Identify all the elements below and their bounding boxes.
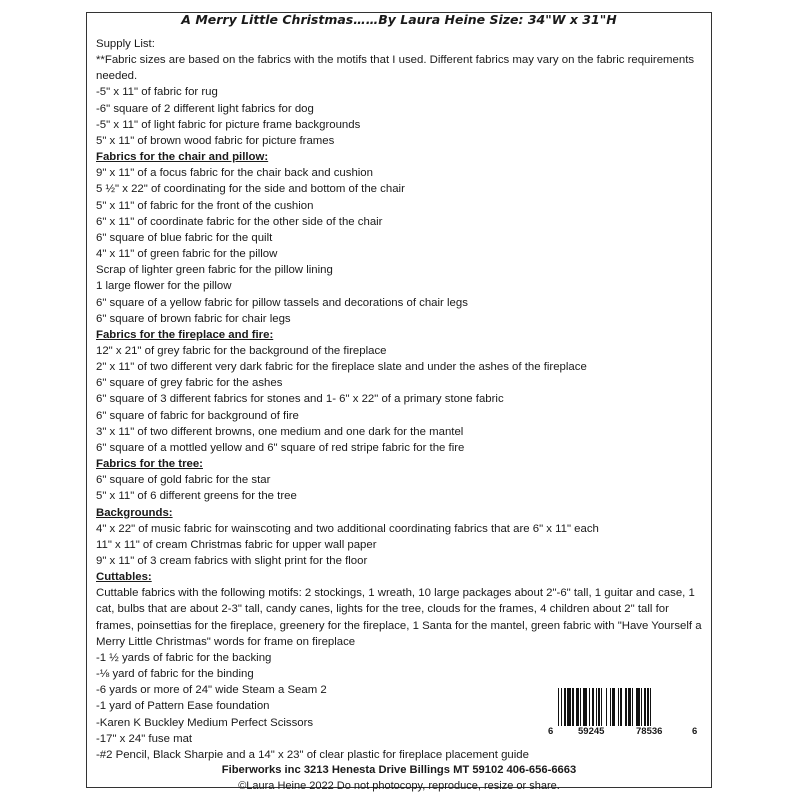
notion-supply-item: -⅛ yard of fabric for the binding bbox=[96, 668, 254, 681]
supply-item: -6" square of 2 different light fabrics for dog bbox=[96, 102, 314, 115]
notion-supply-item: -1 ½ yards of fabric for the backing bbox=[96, 651, 272, 664]
chair-supply-item: Scrap of lighter green fabric for the pillow lining bbox=[96, 264, 333, 277]
chair-supply-item: 1 large flower for the pillow bbox=[96, 280, 232, 293]
footer-copyright: ©Laura Heine 2022 Do not photocopy, reproduce, resize or share. bbox=[238, 780, 560, 792]
fireplace-supply-item: 12" x 21" of grey fabric for the background of the fireplace bbox=[96, 344, 387, 357]
supply-list-title: Supply List: bbox=[96, 38, 155, 50]
chair-heading: Fabrics for the chair and pillow: bbox=[96, 151, 269, 164]
backgrounds-heading: Backgrounds: bbox=[96, 506, 173, 519]
supply-item: 5" x 11" of brown wood fabric for picture frames bbox=[96, 134, 335, 147]
fireplace-supply-item: 6" square of fabric for background of fire bbox=[96, 409, 299, 422]
fireplace-items bbox=[96, 343, 708, 456]
barcode-bar bbox=[650, 688, 651, 726]
tree-supply-item: 6" square of gold fabric for the star bbox=[96, 474, 271, 487]
fireplace-heading: Fabrics for the fireplace and fire: bbox=[96, 328, 274, 341]
chair-items bbox=[96, 165, 708, 327]
supply-item: -5" x 11" of light fabric for picture frame backgrounds bbox=[96, 118, 361, 131]
barcode-digit-check: 6 bbox=[692, 726, 698, 737]
chair-supply-item: 4" x 11" of green fabric for the pillow bbox=[96, 248, 278, 261]
notion-supply-item: -1 yard of Pattern Ease foundation bbox=[96, 700, 270, 713]
chair-supply-item: 6" x 11" of coordinate fabric for the other side of the chair bbox=[96, 215, 383, 228]
supply-list bbox=[96, 36, 708, 763]
supply-item: -5" x 11" of fabric for rug bbox=[96, 86, 218, 99]
background-supply-item: 11" x 11" of cream Christmas fabric for upper wall paper bbox=[96, 538, 377, 551]
general-items bbox=[96, 84, 708, 149]
background-supply-item: 9" x 11" of 3 cream fabrics with slight print for the floor bbox=[96, 555, 368, 567]
barcode-bars bbox=[558, 688, 692, 726]
chair-supply-item: 6" square of brown fabric for chair legs bbox=[96, 312, 291, 325]
pattern-title-header: A Merry Little Christmas……By Laura Heine Size: 34"W x 31"H bbox=[181, 12, 617, 27]
fireplace-supply-item: 6" square of a mottled yellow and 6" square of red stripe fabric for the fire bbox=[96, 441, 465, 454]
tree-supply-item: 5" x 11" of 6 different greens for the tree bbox=[96, 490, 297, 503]
chair-supply-item: 6" square of blue fabric for the quilt bbox=[96, 231, 273, 244]
fireplace-supply-item: 6" square of grey fabric for the ashes bbox=[96, 377, 283, 390]
cuttables-text: Cuttable fabrics with the following motifs: 2 stockings, 1 wreath, 10 large packages about 2"-6" tall, 1 guitar and case, 1 cat, bulbs that are about 2-3" tall, candy canes, lights for the tree, clouds for the frames, 4 children about 2" tall for frames, poinsettias for the fireplace, greenery for the fireplace, 1 Santa for the mantel, green fabric with "Have Yourself a Merry Little Christmas" words for frame on fireplace bbox=[96, 587, 702, 648]
tree-heading: Fabrics for the tree: bbox=[96, 458, 203, 471]
notion-supply-item: -Karen K Buckley Medium Perfect Scissors bbox=[96, 716, 314, 729]
chair-supply-item: 5 ½" x 22" of coordinating for the side and bottom of the chair bbox=[96, 183, 405, 196]
cuttables-heading: Cuttables: bbox=[96, 571, 152, 584]
notion-supply-item: -#2 Pencil, Black Sharpie and a 14" x 23" of clear plastic for fireplace placement guide bbox=[96, 748, 529, 761]
chair-supply-item: 6" square of a yellow fabric for pillow tassels and decorations of chair legs bbox=[96, 296, 468, 309]
tree-items bbox=[96, 472, 708, 504]
chair-supply-item: 9" x 11" of a focus fabric for the chair back and cushion bbox=[96, 167, 373, 180]
barcode bbox=[548, 688, 700, 744]
background-supply-item: 4" x 22" of music fabric for wainscoting and two additional coordinating fabrics that are 6" x 11" each bbox=[96, 522, 599, 535]
fireplace-supply-item: 2" x 11" of two different very dark fabric for the fireplace slate and under the ashes of the fireplace bbox=[96, 361, 587, 374]
barcode-digit-group-left: 59245 bbox=[578, 726, 605, 737]
notion-supply-item: -17" x 24" fuse mat bbox=[96, 732, 193, 745]
fireplace-supply-item: 3" x 11" of two different browns, one medium and one dark for the mantel bbox=[96, 425, 464, 438]
fireplace-supply-item: 6" square of 3 different fabrics for stones and 1- 6" x 22" of a primary stone fabric bbox=[96, 393, 504, 406]
barcode-digit-group-right: 78536 bbox=[636, 726, 663, 737]
chair-supply-item: 5" x 11" of fabric for the front of the cushion bbox=[96, 199, 314, 212]
notion-supply-item: -6 yards or more of 24" wide Steam a Seam 2 bbox=[96, 684, 327, 697]
intro-note: **Fabric sizes are based on the fabrics with the motifs that I used. Different fabrics may vary on the fabric requirements needed. bbox=[96, 54, 695, 83]
backgrounds-items bbox=[96, 521, 708, 569]
barcode-digit-lead: 6 bbox=[548, 726, 554, 737]
footer-address: Fiberworks inc 3213 Henesta Drive Billings MT 59102 406-656-6663 bbox=[221, 764, 577, 776]
